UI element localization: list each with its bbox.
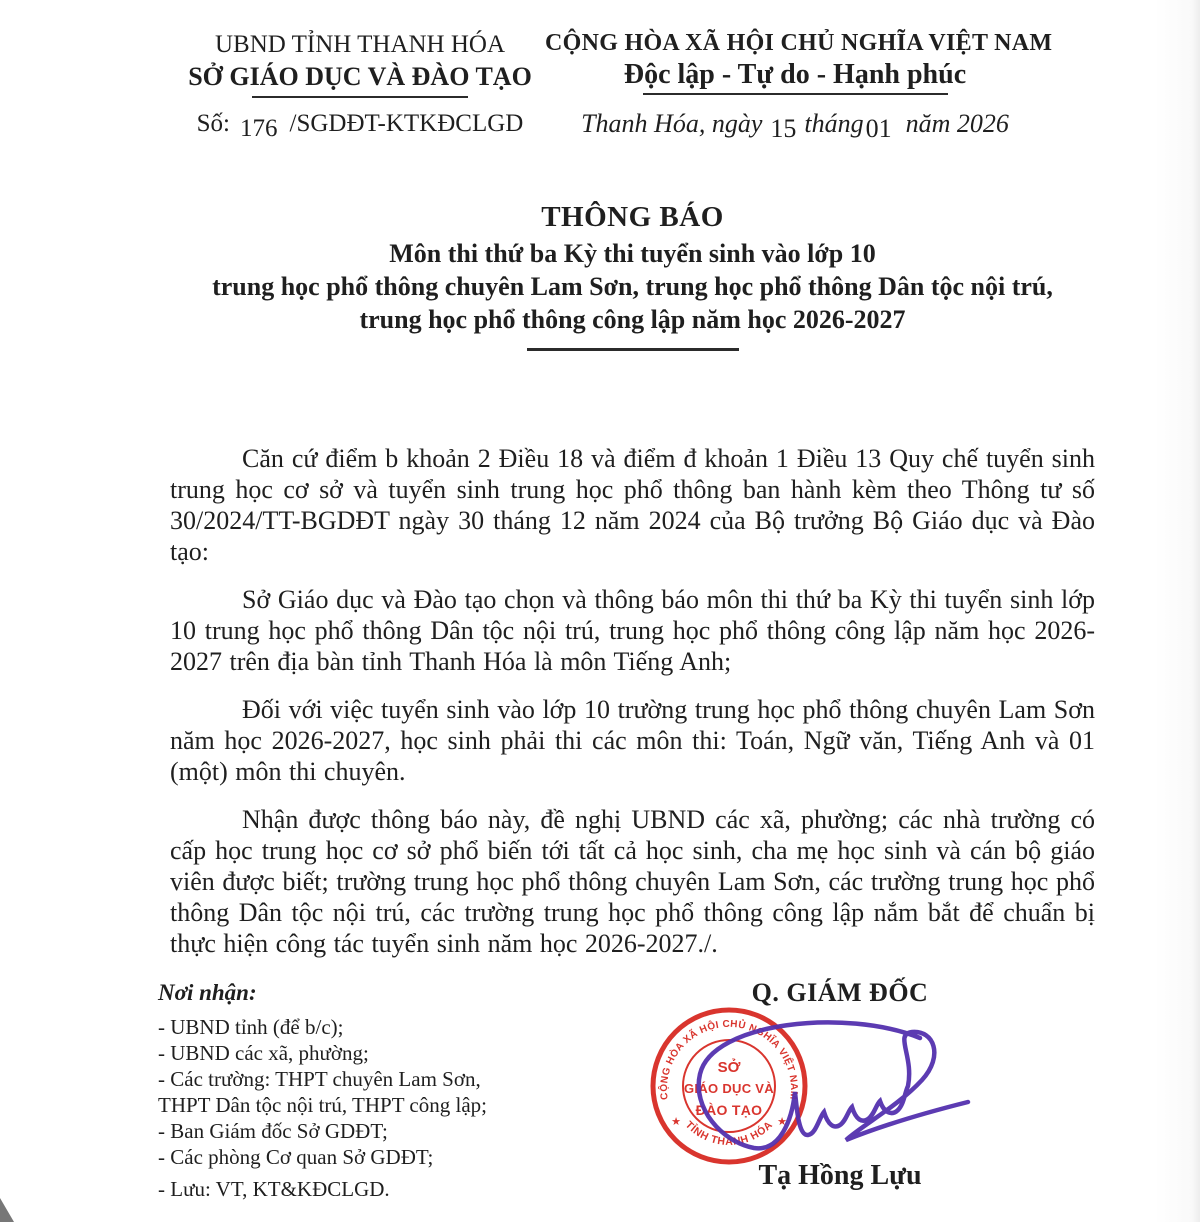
document-number-value: 176 bbox=[240, 115, 278, 142]
title-line-4: trung học phổ thông công lập năm học 2026-2027 bbox=[359, 305, 906, 334]
official-seal bbox=[648, 1005, 810, 1167]
recipient-item: - Các trường: THPT chuyên Lam Sơn, bbox=[158, 1067, 481, 1091]
document-footer bbox=[0, 972, 1200, 1222]
seal-star-right-icon: ★ bbox=[777, 1116, 787, 1128]
seal-ring-top-text: CỘNG HÒA XÃ HỘI CHỦ NGHĨA VIỆT NAM bbox=[658, 1018, 800, 1101]
recipient-item: - Các phòng Cơ quan Sở GDĐT; bbox=[158, 1145, 434, 1169]
scan-artifact bbox=[0, 1198, 14, 1222]
seal-star-left-icon: ★ bbox=[671, 1116, 681, 1128]
document-body bbox=[170, 443, 1095, 976]
document-number-suffix: /SGDĐT-KTKĐCLGD bbox=[289, 110, 524, 137]
issuing-agency-block bbox=[150, 30, 570, 142]
paragraph-lam-son: Đối với việc tuyển sinh vào lớp 10 trường trung học phổ thông chuyên Lam Sơn năm học 2026-2027, học sinh phải thi các môn thi: Toán, Ngữ văn, Tiếng Anh và 01 (một) môn thi chuyên. bbox=[170, 695, 1095, 786]
seal-center-line-1: SỞ bbox=[717, 1059, 741, 1076]
document-type-title: THÔNG BÁO bbox=[541, 201, 724, 233]
agency-underline bbox=[252, 96, 468, 98]
motto-underline bbox=[643, 93, 948, 95]
parent-agency-name: UBND TỈNH THANH HÓA bbox=[214, 31, 506, 58]
paragraph-legal-basis: Căn cứ điểm b khoản 2 Điều 18 và điểm đ khoản 1 Điều 13 Quy chế tuyển sinh trung học cơ sở và tuyển sinh trung học phổ thông ban hành kèm theo Thông tư số 30/2024/TT-BGDĐT ngày 30 tháng 12 năm 2024 của Bộ trưởng Bộ Giáo dục và Đào tạo: bbox=[170, 444, 1095, 566]
document-title-block bbox=[170, 200, 1095, 351]
seal-center-line-2: GIÁO DỤC VÀ bbox=[684, 1081, 774, 1096]
date-thang: tháng bbox=[804, 109, 864, 138]
recipient-item: - UBND tỉnh (để b/c); bbox=[158, 1015, 344, 1039]
svg-text:TỈNH THANH HÓA bbox=[683, 1119, 775, 1148]
country-name: CỘNG HÒA XÃ HỘI CHỦ NGHĨA VIỆT NAM bbox=[545, 30, 1053, 56]
issuing-agency-name: SỞ GIÁO DỤC VÀ ĐÀO TẠO bbox=[188, 62, 532, 91]
national-motto: Độc lập - Tự do - Hạnh phúc bbox=[623, 59, 967, 90]
national-motto-block bbox=[545, 28, 1053, 143]
recipient-item: - Lưu: VT, KT&KĐCLGD. bbox=[158, 1177, 390, 1201]
document-number-label: Số: bbox=[196, 110, 231, 137]
title-underline bbox=[527, 348, 739, 351]
seal-ring-bottom-text: TỈNH THANH HÓA bbox=[682, 1118, 776, 1148]
signer-title: Q. GIÁM ĐỐC bbox=[751, 978, 929, 1007]
date-suffix: năm 2026 bbox=[905, 109, 1009, 138]
signer-name: Tạ Hồng Lựu bbox=[758, 1160, 922, 1191]
paragraph-instructions: Nhận được thông báo này, đề nghị UBND các xã, phường; các nhà trường có cấp học trung học cơ sở phổ biến tới tất cả học sinh, cha mẹ học sinh và cán bộ giáo viên được biết; trường trung học phổ thông chuyên Lam Sơn, các trường trung học phổ thông Dân tộc nội trú, các trường trung học phổ thông công lập nắm bắt để chuẩn bị thực hiện công tác tuyển sinh năm học 2026-2027./. bbox=[170, 805, 1095, 958]
recipients-block bbox=[158, 980, 578, 1202]
recipient-item: - UBND các xã, phường; bbox=[158, 1041, 369, 1065]
document-number-line bbox=[150, 110, 570, 142]
paragraph-announcement: Sở Giáo dục và Đào tạo chọn và thông báo môn thi thứ ba Kỳ thi tuyển sinh lớp 10 trung học phổ thông Dân tộc nội trú, trung học phổ thông công lập năm học 2026-2027 trên địa bàn tỉnh Thanh Hóa là môn Tiếng Anh; bbox=[170, 585, 1095, 676]
recipients-heading: Nơi nhận: bbox=[158, 980, 257, 1005]
recipient-item: THPT Dân tộc nội trú, THPT công lập; bbox=[158, 1093, 487, 1117]
signature-block bbox=[640, 972, 1040, 1008]
recipient-item: - Ban Giám đốc Sở GDĐT; bbox=[158, 1119, 388, 1143]
date-day: 15 bbox=[770, 114, 797, 143]
title-line-3: trung học phổ thông chuyên Lam Sơn, trung học phổ thông Dân tộc nội trú, bbox=[212, 272, 1053, 301]
place-date-line bbox=[545, 109, 1045, 143]
date-prefix: Thanh Hóa, ngày bbox=[581, 109, 763, 138]
title-line-2: Môn thi thứ ba Kỳ thi tuyển sinh vào lớp 10 bbox=[389, 239, 876, 268]
date-month: 01 bbox=[865, 114, 892, 143]
seal-graphic bbox=[648, 1005, 810, 1167]
seal-center-line-3: ĐÀO TẠO bbox=[695, 1102, 763, 1118]
